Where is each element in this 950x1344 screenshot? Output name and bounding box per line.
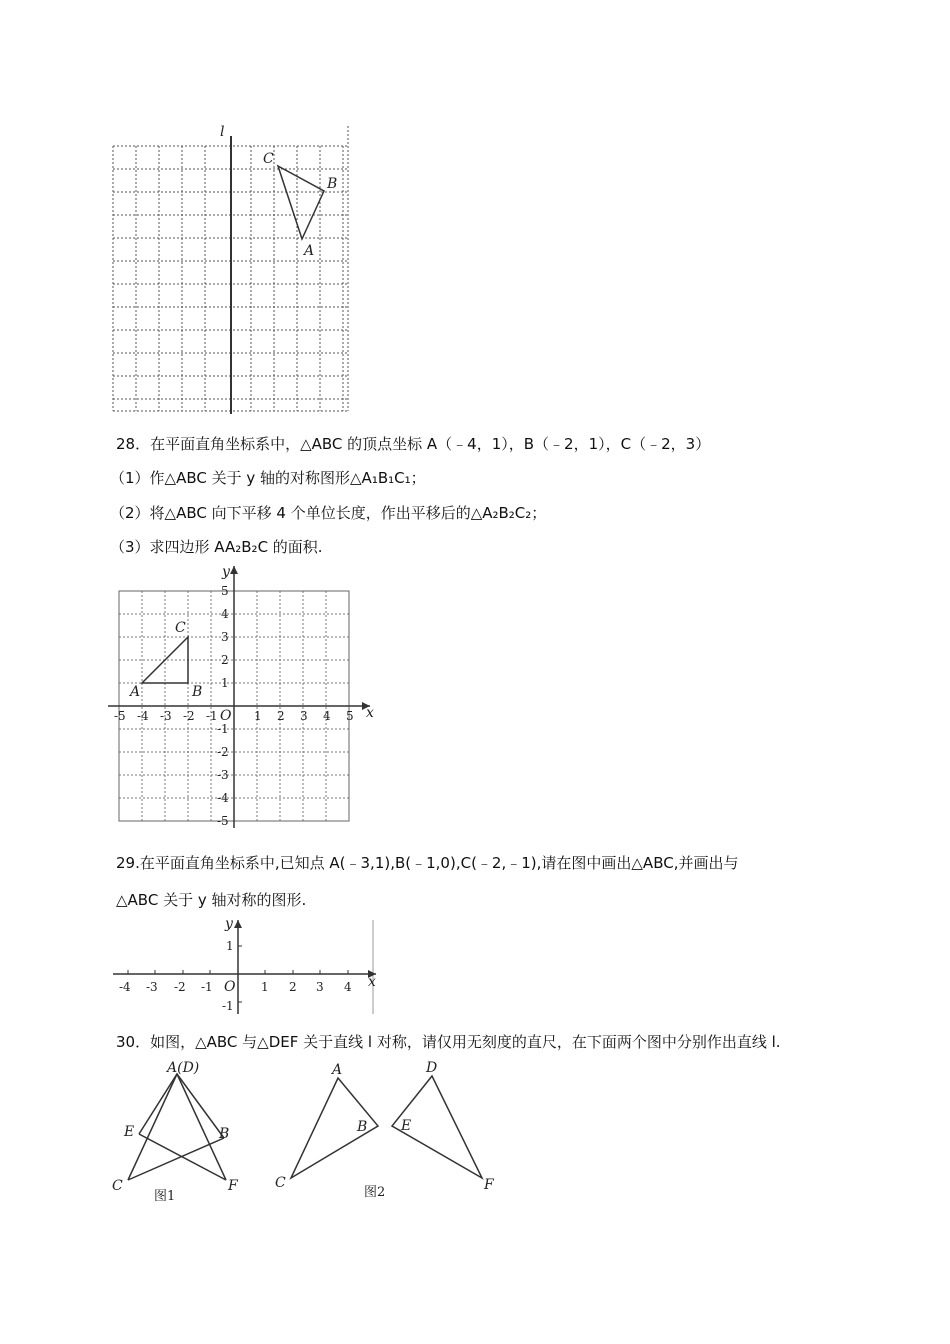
q28-y-tick: -3 [217, 768, 229, 782]
q28-point-b-label: B [192, 684, 203, 700]
q30-fig2-label-e: E [401, 1118, 412, 1134]
q28-x-tick: 1 [254, 709, 262, 723]
q29-x-tick: -3 [146, 980, 158, 994]
q29-x-tick: 4 [344, 980, 352, 994]
q30-fig1-lines [128, 1074, 226, 1180]
q29-x-tick-labels [119, 980, 352, 994]
q30-fig1-caption: 图1 [154, 1189, 176, 1204]
q28-x-tick: 2 [277, 709, 285, 723]
q30-fig2-label-a: A [332, 1062, 343, 1078]
q28-part1: （1）作△ABC 关于 y 轴的对称图形△A₁B₁C₁； [110, 469, 426, 487]
q29-x-tick: 1 [261, 980, 269, 994]
q28-x-tick: -2 [183, 709, 195, 723]
q29-x-tick: -1 [201, 980, 213, 994]
q28-part2: （2）将△ABC 向下平移 4 个单位长度，作出平移后的△A₂B₂C₂； [110, 504, 547, 522]
q30-figures [108, 1056, 508, 1210]
q28-y-tick: 1 [221, 676, 229, 690]
q29-line2: △ABC 关于 y 轴对称的图形. [116, 891, 307, 909]
q29-x-tick: 3 [316, 980, 324, 994]
q28-origin-label: O [220, 708, 232, 724]
q28-y-tick: -5 [217, 814, 229, 828]
figure1-grid [108, 118, 358, 418]
q28-x-tick: -4 [137, 709, 149, 723]
q29-coordinate-axes [108, 914, 383, 1018]
q29-x-tick: -2 [174, 980, 186, 994]
q28-x-tick: -3 [160, 709, 172, 723]
q30-fig1-label-f: F [228, 1178, 238, 1194]
q28-point-c-label: C [175, 620, 186, 636]
q28-y-tick: -4 [217, 791, 229, 805]
q28-x-tick: 3 [300, 709, 308, 723]
q30-fig2-label-b: B [357, 1119, 368, 1135]
q29-y-tick: -1 [222, 999, 234, 1013]
q29-y-tick: 1 [226, 939, 234, 953]
q28-stem: 28．在平面直角坐标系中，△ABC 的顶点坐标 A（﹣4，1），B（﹣2，1），C（﹣2，3） [116, 435, 711, 453]
q28-y-tick: -1 [217, 722, 229, 736]
q30-fig1-label-c: C [112, 1178, 123, 1194]
triangle-abc [278, 166, 324, 239]
q29-origin-label: O [224, 979, 236, 995]
q28-y-tick: 2 [221, 653, 229, 667]
q28-x-axis-label: x [366, 705, 374, 721]
q28-y-tick: -2 [217, 745, 229, 759]
q28-coordinate-grid [108, 562, 383, 832]
q28-part3: （3）求四边形 AA₂B₂C 的面积. [110, 538, 323, 556]
q28-x-tick: -1 [206, 709, 218, 723]
line-l-label: l [220, 124, 225, 140]
q28-point-a-label: A [130, 684, 141, 700]
q28-y-tick: 5 [221, 584, 229, 598]
q29-x-tick: -4 [119, 980, 131, 994]
q28-x-tick: 5 [346, 709, 354, 723]
point-b-label: B [327, 176, 338, 192]
q28-y-tick: 3 [221, 630, 229, 644]
q30-fig1-label-e: E [124, 1124, 135, 1140]
q28-y-axis-label: y [222, 564, 230, 580]
point-c-label: C [263, 151, 274, 167]
q28-x-tick: -5 [114, 709, 126, 723]
q30-fig1-label-ad: A(D) [167, 1060, 200, 1076]
q29-y-axis-label: y [225, 916, 233, 932]
q29-x-axis-label: x [368, 974, 376, 990]
q30-fig2-label-c: C [275, 1175, 286, 1191]
q28-x-tick: 4 [323, 709, 331, 723]
q30-stem: 30．如图，△ABC 与△DEF 关于直线 l 对称，请仅用无刻度的直尺，在下面两个图中分别作出直线 l. [116, 1033, 781, 1051]
q30-fig1-label-b: B [219, 1126, 230, 1142]
q30-fig2-caption: 图2 [364, 1185, 386, 1200]
point-a-label: A [304, 243, 315, 259]
q28-y-tick: 4 [221, 607, 229, 621]
q30-fig2-label-d: D [426, 1060, 438, 1076]
q29-x-tick: 2 [289, 980, 297, 994]
q30-fig2-label-f: F [484, 1177, 494, 1193]
q29-line1: 29.在平面直角坐标系中,已知点 A(﹣3,1),B(﹣1,0),C(﹣2,﹣1),请在图中画出△ABC,并画出与 [116, 854, 739, 872]
